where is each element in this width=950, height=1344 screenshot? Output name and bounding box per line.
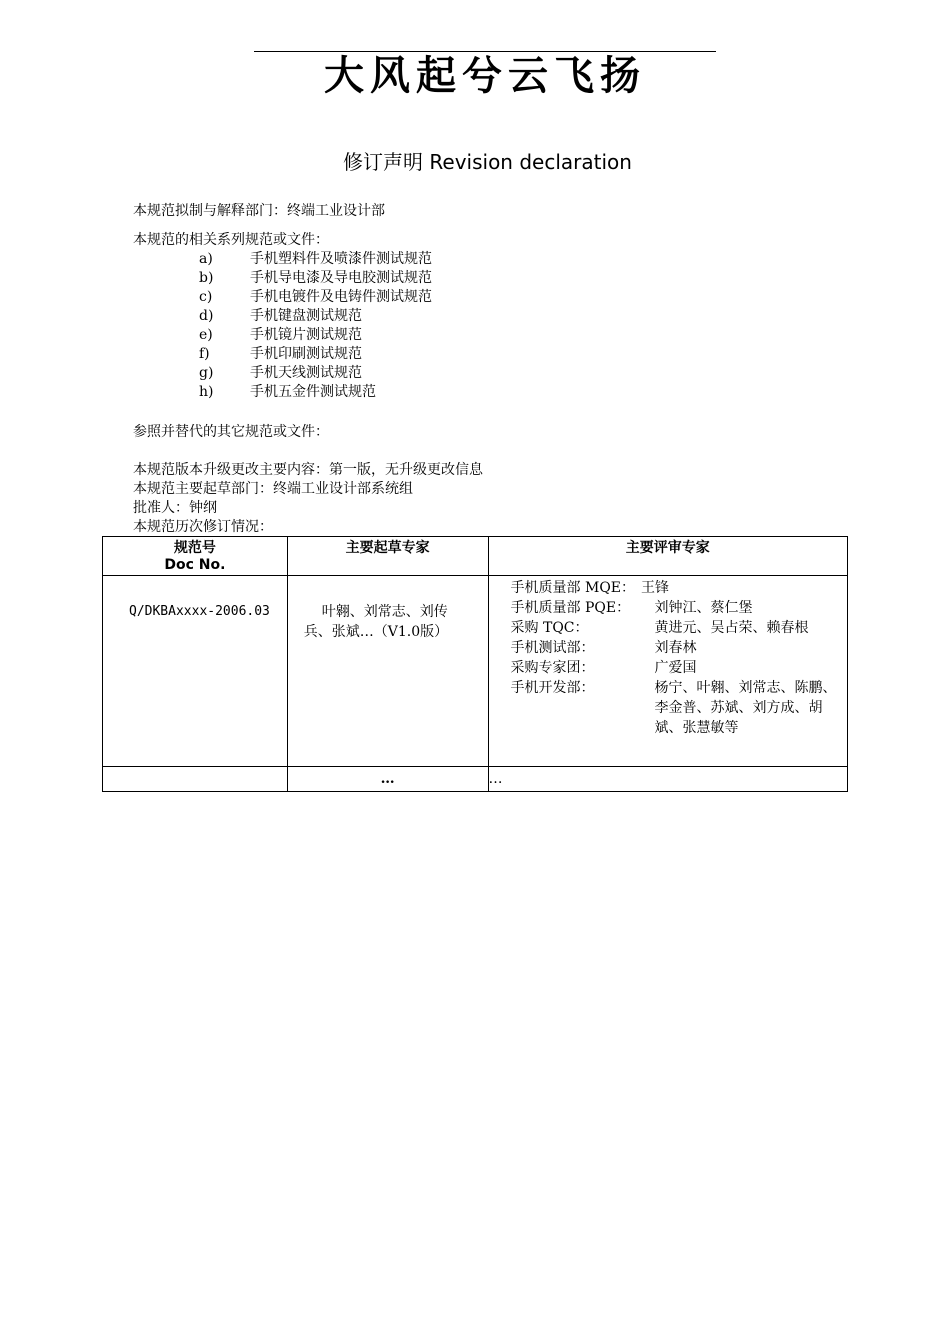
list-item-text: 手机键盘测试规范 — [250, 308, 362, 324]
reviewers-cell: … — [488, 767, 847, 792]
replaced-heading: 参照并替代的其它规范或文件： — [133, 424, 329, 440]
drafters-cell: … — [287, 767, 488, 792]
header-banner: 大风起兮云飞扬 — [324, 52, 646, 99]
related-heading: 本规范的相关系列规范或文件： — [133, 232, 329, 248]
list-item-letter: a) — [199, 251, 213, 267]
reviewer-names: 刘春林 — [654, 640, 697, 656]
reviewer-names: 刘钟江、蔡仁堡 — [654, 600, 753, 616]
list-item-text: 手机电镀件及电铸件测试规范 — [250, 289, 432, 305]
list-item-letter: d) — [199, 308, 214, 324]
table-row — [103, 576, 848, 767]
list-item-text: 手机导电漆及导电胶测试规范 — [250, 270, 432, 286]
list-item-text: 手机五金件测试规范 — [250, 384, 376, 400]
list-item-letter: g) — [199, 365, 214, 381]
header-doc-no — [103, 537, 288, 576]
reviewer-names: 黄进元、吴占荣、赖春根 — [654, 620, 809, 636]
list-item-letter: f) — [199, 346, 210, 362]
approver-line: 批准人：钟纲 — [133, 500, 217, 516]
drafters-value: 叶翱、刘常志、刘传兵、张斌…（V1.0版） — [303, 604, 449, 640]
list-item-text: 手机印刷测试规范 — [250, 346, 362, 362]
table-header-row — [103, 537, 848, 576]
header-reviewers: 主要评审专家 — [488, 537, 847, 576]
header-doc-no-en: Doc No. — [164, 557, 226, 573]
reviewer-names: 杨宁、叶翱、刘常志、陈鹏、李金普、苏斌、刘方成、胡斌、张慧敏等 — [654, 680, 837, 736]
list-item-text: 手机塑料件及喷漆件测试规范 — [250, 251, 432, 267]
header-doc-no-cn: 规范号 — [173, 540, 216, 556]
doc-no-value: Q/DKBAxxxx-2006.03 — [129, 604, 270, 619]
list-item-letter: e) — [199, 327, 213, 343]
list-item-text: 手机镜片测试规范 — [250, 327, 362, 343]
reviewer-dept: 采购专家团： — [510, 660, 595, 676]
document-title: 修订声明 Revision declaration — [343, 150, 632, 174]
list-item-letter: h) — [199, 384, 214, 400]
list-item-letter: b) — [199, 270, 214, 286]
reviewer-row — [511, 618, 843, 638]
revision-table — [102, 536, 848, 792]
reviewer-dept: 采购 TQC： — [510, 620, 589, 636]
draft-dept-line: 本规范主要起草部门：终端工业设计部系统组 — [133, 481, 413, 497]
reviewer-dept: 手机质量部 MQE： — [510, 580, 636, 596]
table-row — [103, 767, 848, 792]
doc-no-cell — [103, 576, 288, 767]
dept-line: 本规范拟制与解释部门：终端工业设计部 — [133, 203, 385, 219]
header-drafters: 主要起草专家 — [287, 537, 488, 576]
reviewer-names: 广爱国 — [654, 660, 697, 676]
reviewer-dept: 手机质量部 PQE： — [510, 600, 631, 616]
list-item-text: 手机天线测试规范 — [250, 365, 362, 381]
drafters-cell — [287, 576, 488, 767]
doc-no-cell — [103, 767, 288, 792]
reviewer-row — [511, 658, 843, 678]
reviewer-row — [511, 578, 843, 598]
upgrade-line: 本规范版本升级更改主要内容：第一版，无升级更改信息 — [133, 462, 483, 478]
reviewer-row — [511, 678, 843, 738]
list-item-letter: c) — [199, 289, 213, 305]
reviewer-names: 王锋 — [641, 580, 670, 596]
reviewer-dept: 手机开发部： — [510, 680, 595, 696]
reviewer-dept: 手机测试部： — [510, 640, 595, 656]
history-heading: 本规范历次修订情况： — [133, 519, 273, 535]
reviewers-cell — [488, 576, 847, 767]
reviewer-row — [511, 638, 843, 658]
reviewer-list — [489, 576, 847, 738]
reviewer-row — [511, 598, 843, 618]
